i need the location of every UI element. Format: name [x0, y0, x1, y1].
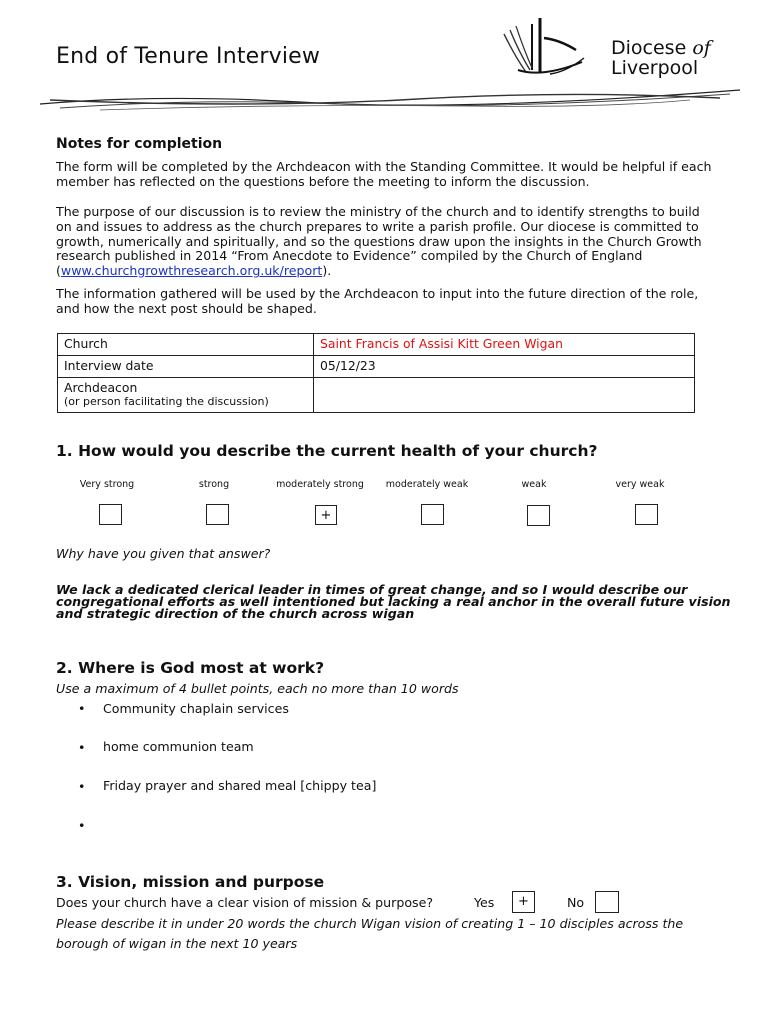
info-table	[57, 333, 695, 413]
church-growth-link[interactable]: www.churchgrowthresearch.org.uk/report	[60, 263, 323, 279]
logo-of: of	[692, 37, 711, 59]
table-row	[58, 378, 695, 413]
checkbox-weak[interactable]	[527, 505, 550, 526]
q3-answer[interactable]: Please describe it in under 20 words the church Wigan vision of creating 1 – 10 disciples across the borough of wigan in the next 10 years	[56, 916, 684, 951]
diocese-logo-icon	[496, 14, 588, 80]
checkbox-moderately-strong[interactable]: +	[315, 505, 337, 525]
no-checkbox[interactable]	[595, 891, 619, 913]
church-value[interactable]: Saint Francis of Assisi Kitt Green Wigan	[314, 334, 695, 356]
notes-paragraph-3: The information gathered will be used by the Archdeacon to input into the future direction of the role, and how the next post should be shaped.	[56, 286, 699, 316]
checkbox-strong[interactable]	[206, 504, 229, 525]
notes-heading: Notes for completion	[56, 136, 223, 152]
yes-label: Yes	[474, 895, 495, 910]
list-item[interactable]: Friday prayer and shared meal [chippy tea]	[103, 778, 377, 793]
scale-label-moderately-strong: moderately strong	[276, 479, 364, 490]
scale-label-moderately-weak: moderately weak	[385, 479, 469, 490]
archdeacon-sublabel: (or person facilitating the discussion)	[64, 395, 269, 408]
bullet-3: •	[78, 779, 86, 794]
checkbox-very-strong[interactable]	[99, 504, 122, 525]
scale-label-very-strong: Very strong	[79, 479, 135, 490]
q3-question: Does your church have a clear vision of mission & purpose?	[56, 895, 434, 910]
table-row	[58, 334, 695, 356]
interview-date-value[interactable]: 05/12/23	[314, 356, 695, 378]
notes-paragraph-1: The form will be completed by the Archdeacon with the Standing Committee. It would be helpful if each member has reflected on the questions before the meeting to inform the discussion.	[56, 159, 712, 189]
list-item[interactable]: home communion team	[103, 739, 254, 754]
notes-paragraph-2-text: The purpose of our discussion is to review the ministry of the church and to identify strengths to build on and issues to address as the church prepares to write a parish profile. Our diocese is committed to growth, numerically and spiritually, and so the questions draw upon the insights in the Church Growth research published in 2014 “From Anecdote to Evidence” compiled by the Church of England (	[56, 204, 702, 279]
notes-paragraph-2	[56, 205, 716, 279]
bullet-2: •	[78, 740, 86, 755]
header-swoosh	[40, 82, 740, 122]
q3-heading: 3. Vision, mission and purpose	[56, 873, 325, 891]
table-row	[58, 356, 695, 378]
scale-label-very-weak: very weak	[615, 479, 665, 490]
notes-paragraph-2-end: ).	[322, 263, 332, 279]
no-label: No	[567, 895, 585, 910]
archdeacon-label-cell	[58, 378, 314, 413]
page-title: End of Tenure Interview	[56, 44, 321, 69]
logo-line2: Liverpool	[611, 57, 699, 79]
diocese-logo-text	[611, 38, 711, 78]
q1-answer[interactable]: We lack a dedicated clerical leader in times of great change, and so I would describe our congregational efforts as well intentioned but lacking a real anchor in the overall future vision and strategic direction of the church across wigan	[56, 582, 731, 621]
q2-heading: 2. Where is God most at work?	[56, 659, 325, 677]
checkbox-moderately-weak[interactable]	[421, 504, 444, 525]
archdeacon-value[interactable]	[314, 378, 695, 413]
bullet-1: •	[78, 701, 86, 716]
archdeacon-label: Archdeacon	[64, 380, 138, 395]
q1-prompt: Why have you given that answer?	[56, 546, 271, 561]
church-label: Church	[58, 334, 314, 356]
checkbox-very-weak[interactable]	[635, 504, 658, 525]
scale-label-weak: weak	[521, 479, 547, 490]
q1-heading: 1. How would you describe the current health of your church?	[56, 442, 598, 460]
logo-line1: Diocese	[611, 37, 693, 59]
q2-instruction: Use a maximum of 4 bullet points, each no more than 10 words	[56, 681, 459, 696]
list-item[interactable]: Community chaplain services	[103, 701, 289, 716]
interview-date-label: Interview date	[58, 356, 314, 378]
bullet-4: •	[78, 818, 86, 833]
yes-checkbox[interactable]: +	[512, 891, 535, 913]
scale-label-strong: strong	[198, 479, 230, 490]
